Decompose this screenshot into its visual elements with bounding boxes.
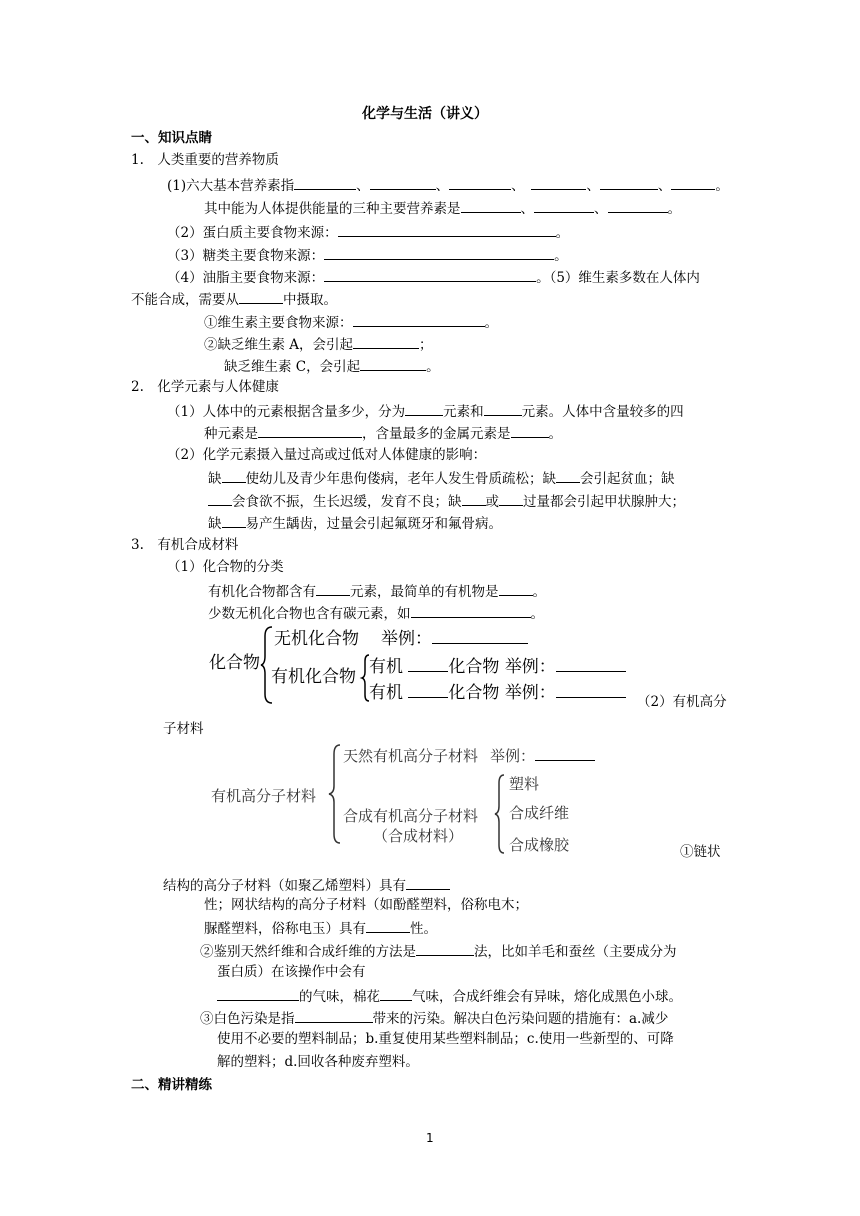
six-nutrients-line: (1)六大基本营养素指 、 、 、 、 、 。 <box>167 174 729 196</box>
vitamin-source-text-end: 中摄取。 <box>283 292 337 308</box>
element-class-text: （1）人体中的元素根据含量多少，分为 <box>167 404 406 420</box>
element-class-text-2: 元素和 <box>443 404 484 420</box>
protein-line: （2）蛋白质主要食物来源： 。 <box>167 221 569 243</box>
fiber-identify-line-3 <box>217 985 682 1007</box>
blank <box>449 174 511 190</box>
blank <box>294 174 356 190</box>
blank <box>324 244 554 260</box>
text: 缺 <box>208 516 222 532</box>
blank <box>370 174 436 190</box>
diagram-natural-label: 天然有机高分子材料 <box>343 747 479 765</box>
text: 缺 <box>208 471 222 487</box>
text: 或 <box>485 494 499 510</box>
white-pollution-line-2: 使用不必要的塑料制品；b.重复使用某些塑料制品；c.使用一些新型的、可降 <box>217 1031 674 1047</box>
text: 举例： <box>504 657 556 677</box>
element-class-text-3: 元素。人体中含量较多的四 <box>521 404 684 420</box>
text: 性。 <box>410 921 437 937</box>
fat-line: （4）油脂主要食物来源： 。（5）维生素多数在人体内 <box>167 266 700 288</box>
heading-elements: 2. 化学元素与人体健康 <box>131 379 279 395</box>
text: 的气味，棉花 <box>299 989 380 1005</box>
vitamin-source-text: 不能合成，需要从 <box>131 292 239 308</box>
blank <box>324 266 536 282</box>
vitamin-text: （5）维生素多数在人体内 <box>549 270 700 286</box>
fiber-identify-line-2: 蛋白质）在该操作中会有 <box>217 964 366 980</box>
deficiency-line-2 <box>208 490 685 512</box>
diagram-organic-row-2 <box>369 680 626 703</box>
intake-effect-line: （2）化学元素摄入量过高或过低对人体健康的影响： <box>167 447 487 463</box>
blank <box>556 680 626 698</box>
blank <box>608 197 668 213</box>
diagram-brace-3 <box>328 744 342 844</box>
blank <box>217 985 299 1001</box>
text: 有机 <box>369 683 403 703</box>
diagram-brace-1 <box>260 626 274 704</box>
blank <box>353 333 419 349</box>
organic-carbon-line: 有机化合物都含有 元素，最简单的有机物是 。 <box>208 580 546 602</box>
text: 过量都会引起甲状腺肿大； <box>523 494 685 510</box>
four-elements-text: 种元素是 <box>204 426 258 442</box>
diagram-synth-sub: （合成材料） <box>373 827 464 845</box>
diagram-item-rubber: 合成橡胶 <box>509 836 570 854</box>
blank <box>499 580 533 596</box>
diagram-organic-row-1 <box>369 654 626 677</box>
diagram-example-label-2: 举例： <box>490 747 536 765</box>
blank <box>316 580 350 596</box>
blank <box>511 422 549 438</box>
blank <box>462 490 486 506</box>
energy-nutrients-line: 其中能为人体提供能量的三种主要营养素是 、 、 。 <box>204 197 681 219</box>
blank <box>671 174 715 190</box>
text: 会引起贫血；缺 <box>580 471 675 487</box>
deficiency-line-3 <box>208 512 502 534</box>
diagram-example-label: 举例： <box>381 629 432 649</box>
vitamin-c-line: 缺乏维生素 C，会引起 。 <box>224 355 440 377</box>
chain-structure-start: ①链状 <box>680 844 721 860</box>
text: ②鉴别天然纤维和合成纤维的方法是 <box>200 944 416 960</box>
fat-text: （4）油脂主要食物来源： <box>167 270 325 286</box>
vitamin-c-text: 缺乏维生素 C，会引起 <box>224 359 361 375</box>
vitamin-source-line <box>131 288 337 310</box>
diagram-inorganic-row <box>274 626 528 649</box>
vitamin-a-text: ②缺乏维生素 A，会引起 <box>204 337 354 353</box>
four-elements-line: 种元素是 ，含量最多的金属元素是 。 <box>204 422 562 444</box>
chain-structure-line <box>163 874 450 896</box>
text: 使幼儿及青少年患佝偻病，老年人发生骨质疏松；缺 <box>245 471 556 487</box>
blank <box>531 174 586 190</box>
blank <box>295 1007 373 1023</box>
blank <box>406 874 450 890</box>
blank <box>411 602 531 618</box>
blank <box>222 512 246 528</box>
blank <box>380 985 412 1001</box>
most-metal-text: ，含量最多的金属元素是 <box>362 426 511 442</box>
blank <box>208 490 232 506</box>
blank <box>534 197 594 213</box>
text: 易产生龋齿，过量会引起氟斑牙和氟骨病。 <box>245 516 502 532</box>
blank <box>432 626 528 644</box>
blank <box>408 680 448 698</box>
diagram-inorganic-label: 无机化合物 <box>274 629 359 649</box>
deficiency-line-1 <box>208 467 675 489</box>
heading-nutrients: 1. 人类重要的营养物质 <box>131 152 279 168</box>
vitamin-food-line: ①维生素主要食物来源： 。 <box>204 311 498 333</box>
text: 结构的高分子材料（如聚乙烯塑料）具有 <box>163 878 406 894</box>
page-title: 化学与生活（讲义） <box>362 106 488 122</box>
blank <box>556 654 626 672</box>
white-pollution-line <box>200 1007 668 1029</box>
text: 会食欲不振，生长迟缓，发育不良；缺 <box>232 494 462 510</box>
diagram-compound-root: 化合物 <box>209 653 260 673</box>
diagram-natural-row <box>343 745 595 766</box>
diagram-organic-label: 有机化合物 <box>271 667 356 687</box>
text: 有机化合物都含有 <box>208 584 316 600</box>
sugar-text: （3）糖类主要食物来源： <box>167 248 325 264</box>
inorganic-carbon-line: 少数无机化合物也含有碳元素，如 。 <box>208 602 544 624</box>
heading-materials: 3. 有机合成材料 <box>131 537 239 553</box>
compound-classification-title: （1）化合物的分类 <box>167 559 284 575</box>
text: 有机 <box>369 657 403 677</box>
blank <box>405 400 443 416</box>
fiber-identify-line <box>200 940 677 962</box>
blank <box>258 422 362 438</box>
diagram-synth-label: 合成有机高分子材料 <box>343 807 479 825</box>
text: 性；网状结构的高分子材料（如酚醛塑料，俗称电木； <box>204 897 528 913</box>
diagram-brace-4 <box>494 774 506 854</box>
blank <box>461 197 521 213</box>
blank <box>222 467 246 483</box>
text: ③白色污染是指 <box>200 1011 295 1027</box>
vitamin-food-text: ①维生素主要食物来源： <box>204 315 353 331</box>
section-heading-practice: 二、精讲精练 <box>131 1077 212 1093</box>
blank <box>600 174 658 190</box>
white-pollution-line-3: 解的塑料；d.回收各种废弃塑料。 <box>217 1054 419 1070</box>
text: 带来的污染。解决白色污染问题的措施有：a.减少 <box>372 1011 669 1027</box>
section-heading-knowledge: 一、知识点睛 <box>131 130 212 146</box>
diagram-polymer-root: 有机高分子材料 <box>211 787 317 805</box>
blank <box>239 288 283 304</box>
text: 脲醛塑料，俗称电玉）具有 <box>204 921 366 937</box>
blank <box>353 311 485 327</box>
protein-text: （2）蛋白质主要食物来源： <box>167 225 338 241</box>
diagram-item-fiber: 合成纤维 <box>509 804 570 822</box>
network-structure-line <box>204 895 528 915</box>
text: 化合物 <box>448 683 500 703</box>
text: 举例： <box>504 683 556 703</box>
six-nutrients-text: (1)六大基本营养素指 <box>167 178 295 194</box>
text: 元素，最简单的有机物是 <box>350 584 499 600</box>
polymer-subtitle-b: 子材料 <box>163 721 204 737</box>
blank <box>408 654 448 672</box>
diagram-item-plastic: 塑料 <box>509 775 540 793</box>
vitamin-a-line: ②缺乏维生素 A，会引起 ； <box>204 333 433 355</box>
page-number: 1 <box>426 1131 434 1145</box>
blank <box>366 917 410 933</box>
text: 气味，合成纤维会有异味，熔化成黑色小球。 <box>412 989 682 1005</box>
blank <box>416 940 474 956</box>
blank <box>499 490 523 506</box>
blank <box>338 221 556 237</box>
element-class-line <box>167 400 684 422</box>
urea-resin-line <box>204 917 437 939</box>
text: 法，比如羊毛和蚕丝（主要成分为 <box>474 944 677 960</box>
text: 化合物 <box>448 657 500 677</box>
energy-nutrients-text: 其中能为人体提供能量的三种主要营养素是 <box>204 201 461 217</box>
blank <box>535 745 595 761</box>
blank <box>360 355 426 371</box>
polymer-subtitle-a: （2）有机高分 <box>637 694 727 710</box>
text: 少数无机化合物也含有碳元素，如 <box>208 606 411 622</box>
sugar-line: （3）糖类主要食物来源： 。 <box>167 244 568 266</box>
blank <box>556 467 580 483</box>
blank <box>484 400 522 416</box>
